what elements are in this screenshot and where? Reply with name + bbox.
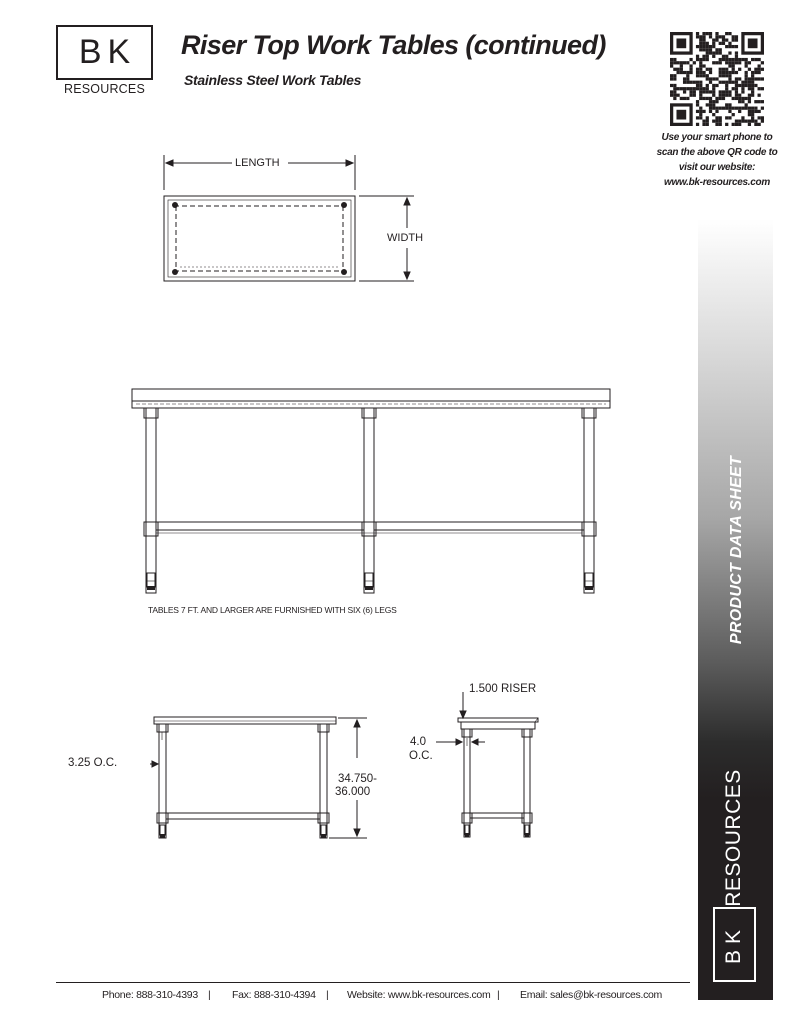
logo-mark: BK bbox=[78, 33, 137, 71]
footer-phone[interactable]: Phone: 888-310-4393 bbox=[102, 989, 198, 1001]
qr-caption bbox=[652, 130, 782, 190]
end-oc-label-2: O.C. bbox=[409, 750, 433, 762]
side-oc-label: 3.25 O.C. bbox=[68, 757, 118, 769]
qr-code[interactable] bbox=[670, 32, 764, 126]
qr-caption-url[interactable]: www.bk-resources.com bbox=[664, 177, 770, 188]
riser-label: 1.500 RISER bbox=[469, 683, 537, 695]
top-view-drawing bbox=[150, 150, 440, 290]
sidebar-logo-mark: BK bbox=[722, 923, 745, 965]
footer bbox=[56, 989, 690, 1005]
footer-separator: | bbox=[497, 989, 500, 1001]
qr-caption-line: visit our website: bbox=[678, 162, 756, 173]
footer-separator: | bbox=[326, 989, 329, 1001]
logo-subtext: RESOURCES bbox=[64, 82, 145, 96]
qr-caption-line: scan the above QR code to bbox=[656, 147, 778, 158]
footer-email[interactable]: Email: sales@bk-resources.com bbox=[520, 989, 663, 1001]
width-label: WIDTH bbox=[387, 232, 424, 244]
sidebar-resources: RESOURCES bbox=[722, 769, 745, 907]
end-oc-label-1: 4.0 bbox=[410, 736, 426, 748]
footer-divider bbox=[56, 982, 690, 983]
footer-fax: Fax: 888-310-4394 bbox=[232, 989, 316, 1001]
height-label-2: 36.000 bbox=[335, 786, 371, 798]
page-title: Riser Top Work Tables (continued) bbox=[181, 30, 606, 60]
front-view-drawing bbox=[128, 385, 618, 600]
qr-caption-line: Use your smart phone to bbox=[661, 132, 773, 143]
footer-website[interactable]: Website: www.bk-resources.com bbox=[347, 989, 491, 1001]
length-label: LENGTH bbox=[235, 157, 280, 169]
side-view-drawing bbox=[145, 710, 370, 845]
sidebar-product-data-sheet: PRODUCT DATA SHEET bbox=[728, 455, 745, 645]
page-subtitle: Stainless Steel Work Tables bbox=[184, 72, 362, 88]
height-label-1: 34.750- bbox=[338, 773, 378, 785]
legs-note: TABLES 7 FT. AND LARGER ARE FURNISHED WITH SIX (6) LEGS bbox=[148, 605, 397, 615]
footer-separator: | bbox=[208, 989, 211, 1001]
brand-logo bbox=[56, 25, 153, 80]
end-view-drawing bbox=[400, 680, 550, 845]
